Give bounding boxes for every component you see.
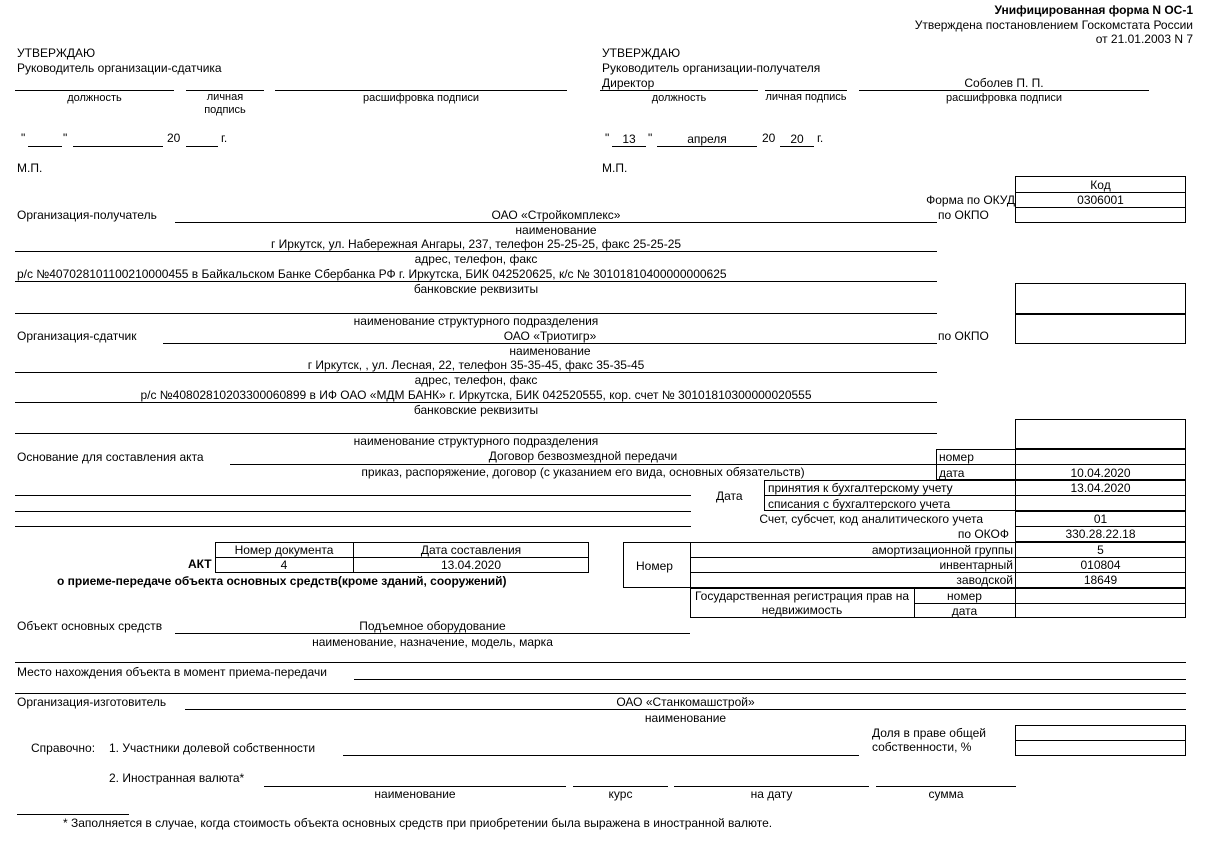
number-group-label: Номер [636, 559, 673, 573]
right-signature-caption: личная подпись [765, 91, 847, 103]
depreciation-label: амортизационной группы [871, 543, 1013, 557]
sender-name-caption: наименование [509, 344, 591, 358]
approved-date: от 21.01.2003 N 7 [1095, 32, 1193, 46]
right-stamp: М.П. [602, 161, 628, 175]
object-blank-line [15, 662, 1186, 663]
basis-codes-divider [936, 464, 1186, 465]
right-day: 13 [622, 132, 636, 146]
right-year-suffix: г. [817, 131, 824, 145]
accounting-accept-value: 13.04.2020 [1070, 481, 1131, 495]
basis-value: Договор безвозмездной передачи [488, 449, 678, 463]
sender-address: г Иркутск, , ул. Лесная, 22, телефон 35-35-45, факс 35-35-45 [307, 358, 645, 372]
okud-value: 0306001 [1077, 193, 1124, 207]
receiver-name-caption: наименование [515, 223, 597, 237]
reg-date-label: дата [951, 604, 978, 618]
manufacturer-caption: наименование [644, 711, 727, 725]
receiver-unit-caption: наименование структурного подразделения [353, 314, 599, 328]
currency-date-caption: на дату [750, 787, 793, 801]
sender-bank-caption: банковские реквизиты [413, 403, 539, 417]
account-label: Счет, субсчет, код аналитического учета [759, 512, 983, 526]
form-title: Унифицированная форма N ОС-1 [994, 3, 1193, 17]
left-day-line [28, 146, 62, 147]
receiver-bank-caption: банковские реквизиты [413, 282, 539, 296]
blank-line-1 [15, 495, 691, 496]
sender-unit-caption: наименование структурного подразделения [353, 434, 599, 448]
currency-rate-caption: курс [608, 787, 633, 801]
manufacturer-line [185, 709, 1186, 710]
left-signature-caption: личная подпись [204, 91, 246, 116]
inventory-value: 010804 [1080, 558, 1121, 572]
left-year-prefix: 20 [167, 131, 181, 145]
act-doc-date-header: Дата составления [420, 543, 522, 557]
number-block-vdivider-1 [690, 542, 691, 588]
currency-name-caption: наименование [374, 787, 456, 801]
factory-label: заводской [956, 573, 1013, 587]
act-doc-number: 4 [280, 558, 288, 572]
inventory-label: инвентарный [939, 558, 1013, 572]
codes-divider-2 [1015, 207, 1186, 208]
object-value: Подъемное оборудование [359, 619, 506, 633]
approve-right-role: Руководитель организации-получателя [602, 61, 821, 75]
right-year-line [780, 146, 814, 147]
left-year-line [186, 146, 218, 147]
act-subtitle: о приеме-передаче объекта основных средств(кроме зданий, сооружений) [57, 574, 507, 588]
okpo-sender-box [1015, 314, 1186, 344]
receiver-label: Организация-получатель [17, 208, 157, 222]
basis-date-value: 10.04.2020 [1070, 466, 1131, 480]
approve-right-title: УТВЕРЖДАЮ [602, 46, 681, 60]
basis-caption: приказ, распоряжение, договор (с указанием его вида, основных обязательств) [361, 465, 805, 479]
sender-label: Организация-сдатчик [17, 329, 137, 343]
approve-right-decoding: Соболев П. П. [964, 76, 1044, 90]
sender-bank: р/с №40802810203300060899 в ИФ ОАО «МДМ БАНК» г. Иркутска, БИК 042520555, кор. счет № 30101810300000020555 [140, 388, 812, 402]
sender-name: ОАО «Триотигр» [503, 329, 597, 343]
approve-left-title: УТВЕРЖДАЮ [17, 46, 96, 60]
okof-label: по ОКОФ [957, 527, 1009, 541]
okpo-receiver-label: по ОКПО [938, 208, 989, 222]
approve-right-position: Директор [602, 76, 655, 90]
account-value: 01 [1093, 512, 1108, 526]
sender-unit-code-box [1015, 419, 1186, 449]
right-day-line [612, 146, 646, 147]
share-divider [1015, 740, 1186, 741]
receiver-address-caption: адрес, телефон, факс [414, 252, 538, 266]
approve-left-role: Руководитель организации-сдатчика [17, 61, 222, 75]
date-group-label: Дата [716, 489, 743, 503]
manufacturer-value: ОАО «Станкомашстрой» [616, 695, 755, 709]
basis-number-label: номер [939, 450, 974, 464]
act-doc-date: 13.04.2020 [440, 558, 502, 572]
right-quote-open: " [605, 131, 610, 145]
location-blank-line [15, 693, 1186, 694]
right-quote-close: " [648, 131, 653, 145]
share-label: Доля в праве общей собственности, % [872, 726, 986, 754]
left-decoding-caption: расшифровка подписи [362, 92, 480, 104]
blank-line-2 [15, 511, 691, 512]
left-month-line [73, 146, 163, 147]
codes-header: Код [1090, 178, 1111, 192]
currency-sum-caption: сумма [928, 787, 964, 801]
okof-value: 330.28.22.18 [1065, 527, 1136, 541]
object-line [175, 633, 690, 634]
basis-label: Основание для составления акта [17, 450, 204, 464]
currency-label: 2. Иностранная валюта* [109, 771, 245, 785]
right-year: 20 [790, 132, 804, 146]
right-position-caption: должность [651, 92, 707, 104]
depreciation-value: 5 [1097, 543, 1104, 557]
writeoff-label: списания с бухгалтерского учета [768, 497, 951, 511]
okpo-sender-label: по ОКПО [938, 329, 989, 343]
receiver-address: г Иркутск, ул. Набережная Ангары, 237, телефон 25-25-25, факс 25-25-25 [270, 237, 682, 251]
left-stamp: М.П. [17, 161, 43, 175]
manufacturer-label: Организация-изготовитель [17, 695, 167, 709]
location-line [354, 679, 1186, 680]
right-decoding-caption: расшифровка подписи [945, 92, 1063, 104]
receiver-bank: р/с №40702810110021000045​5 в Байкальском Банке Сбербанка РФ г. Иркутска, БИК 042520625, к/с № 30101810400000000625 [17, 267, 727, 281]
object-label: Объект основных средств [17, 619, 163, 633]
basis-date-label: дата [939, 466, 965, 480]
left-quote-open: " [21, 131, 26, 145]
location-label: Место нахождения объекта в момент приема-передачи [17, 665, 327, 679]
accounting-accept-label: принятия к бухгалтерскому учету [768, 481, 953, 495]
receiver-unit-code-box [1015, 283, 1186, 314]
reference-label: Справочно: [31, 741, 96, 755]
okud-label: Форма по ОКУД [926, 193, 1015, 207]
approved-by: Утверждена постановлением Госкомстата России [914, 18, 1193, 32]
right-month-line [657, 146, 757, 147]
left-quote-close: " [63, 131, 68, 145]
factory-value: 18649 [1083, 573, 1118, 587]
right-year-prefix: 20 [762, 131, 776, 145]
act-doc-number-header: Номер документа [234, 543, 334, 557]
object-caption: наименование, назначение, модель, марка [312, 635, 553, 649]
footnote: * Заполняется в случае, когда стоимость объекта основных средств при приобретении была выражена в иностранной валюте. [63, 816, 773, 830]
left-year-suffix: г. [221, 131, 228, 145]
sender-address-caption: адрес, телефон, факс [414, 373, 538, 387]
act-label: АКТ [188, 557, 212, 571]
receiver-name: ОАО «Стройкомплекс» [491, 208, 621, 222]
left-position-caption: должность [67, 92, 122, 104]
reg-number-label: номер [947, 589, 982, 603]
blank-line-3 [15, 526, 691, 527]
registration-label: Государственная регистрация прав на недвижимость [694, 589, 910, 617]
accounting-divider [764, 495, 1186, 496]
participants-line [343, 755, 859, 756]
footnote-rule [17, 814, 129, 815]
right-month: апреля [687, 132, 727, 146]
participants-label: 1. Участники долевой собственности [109, 741, 316, 755]
